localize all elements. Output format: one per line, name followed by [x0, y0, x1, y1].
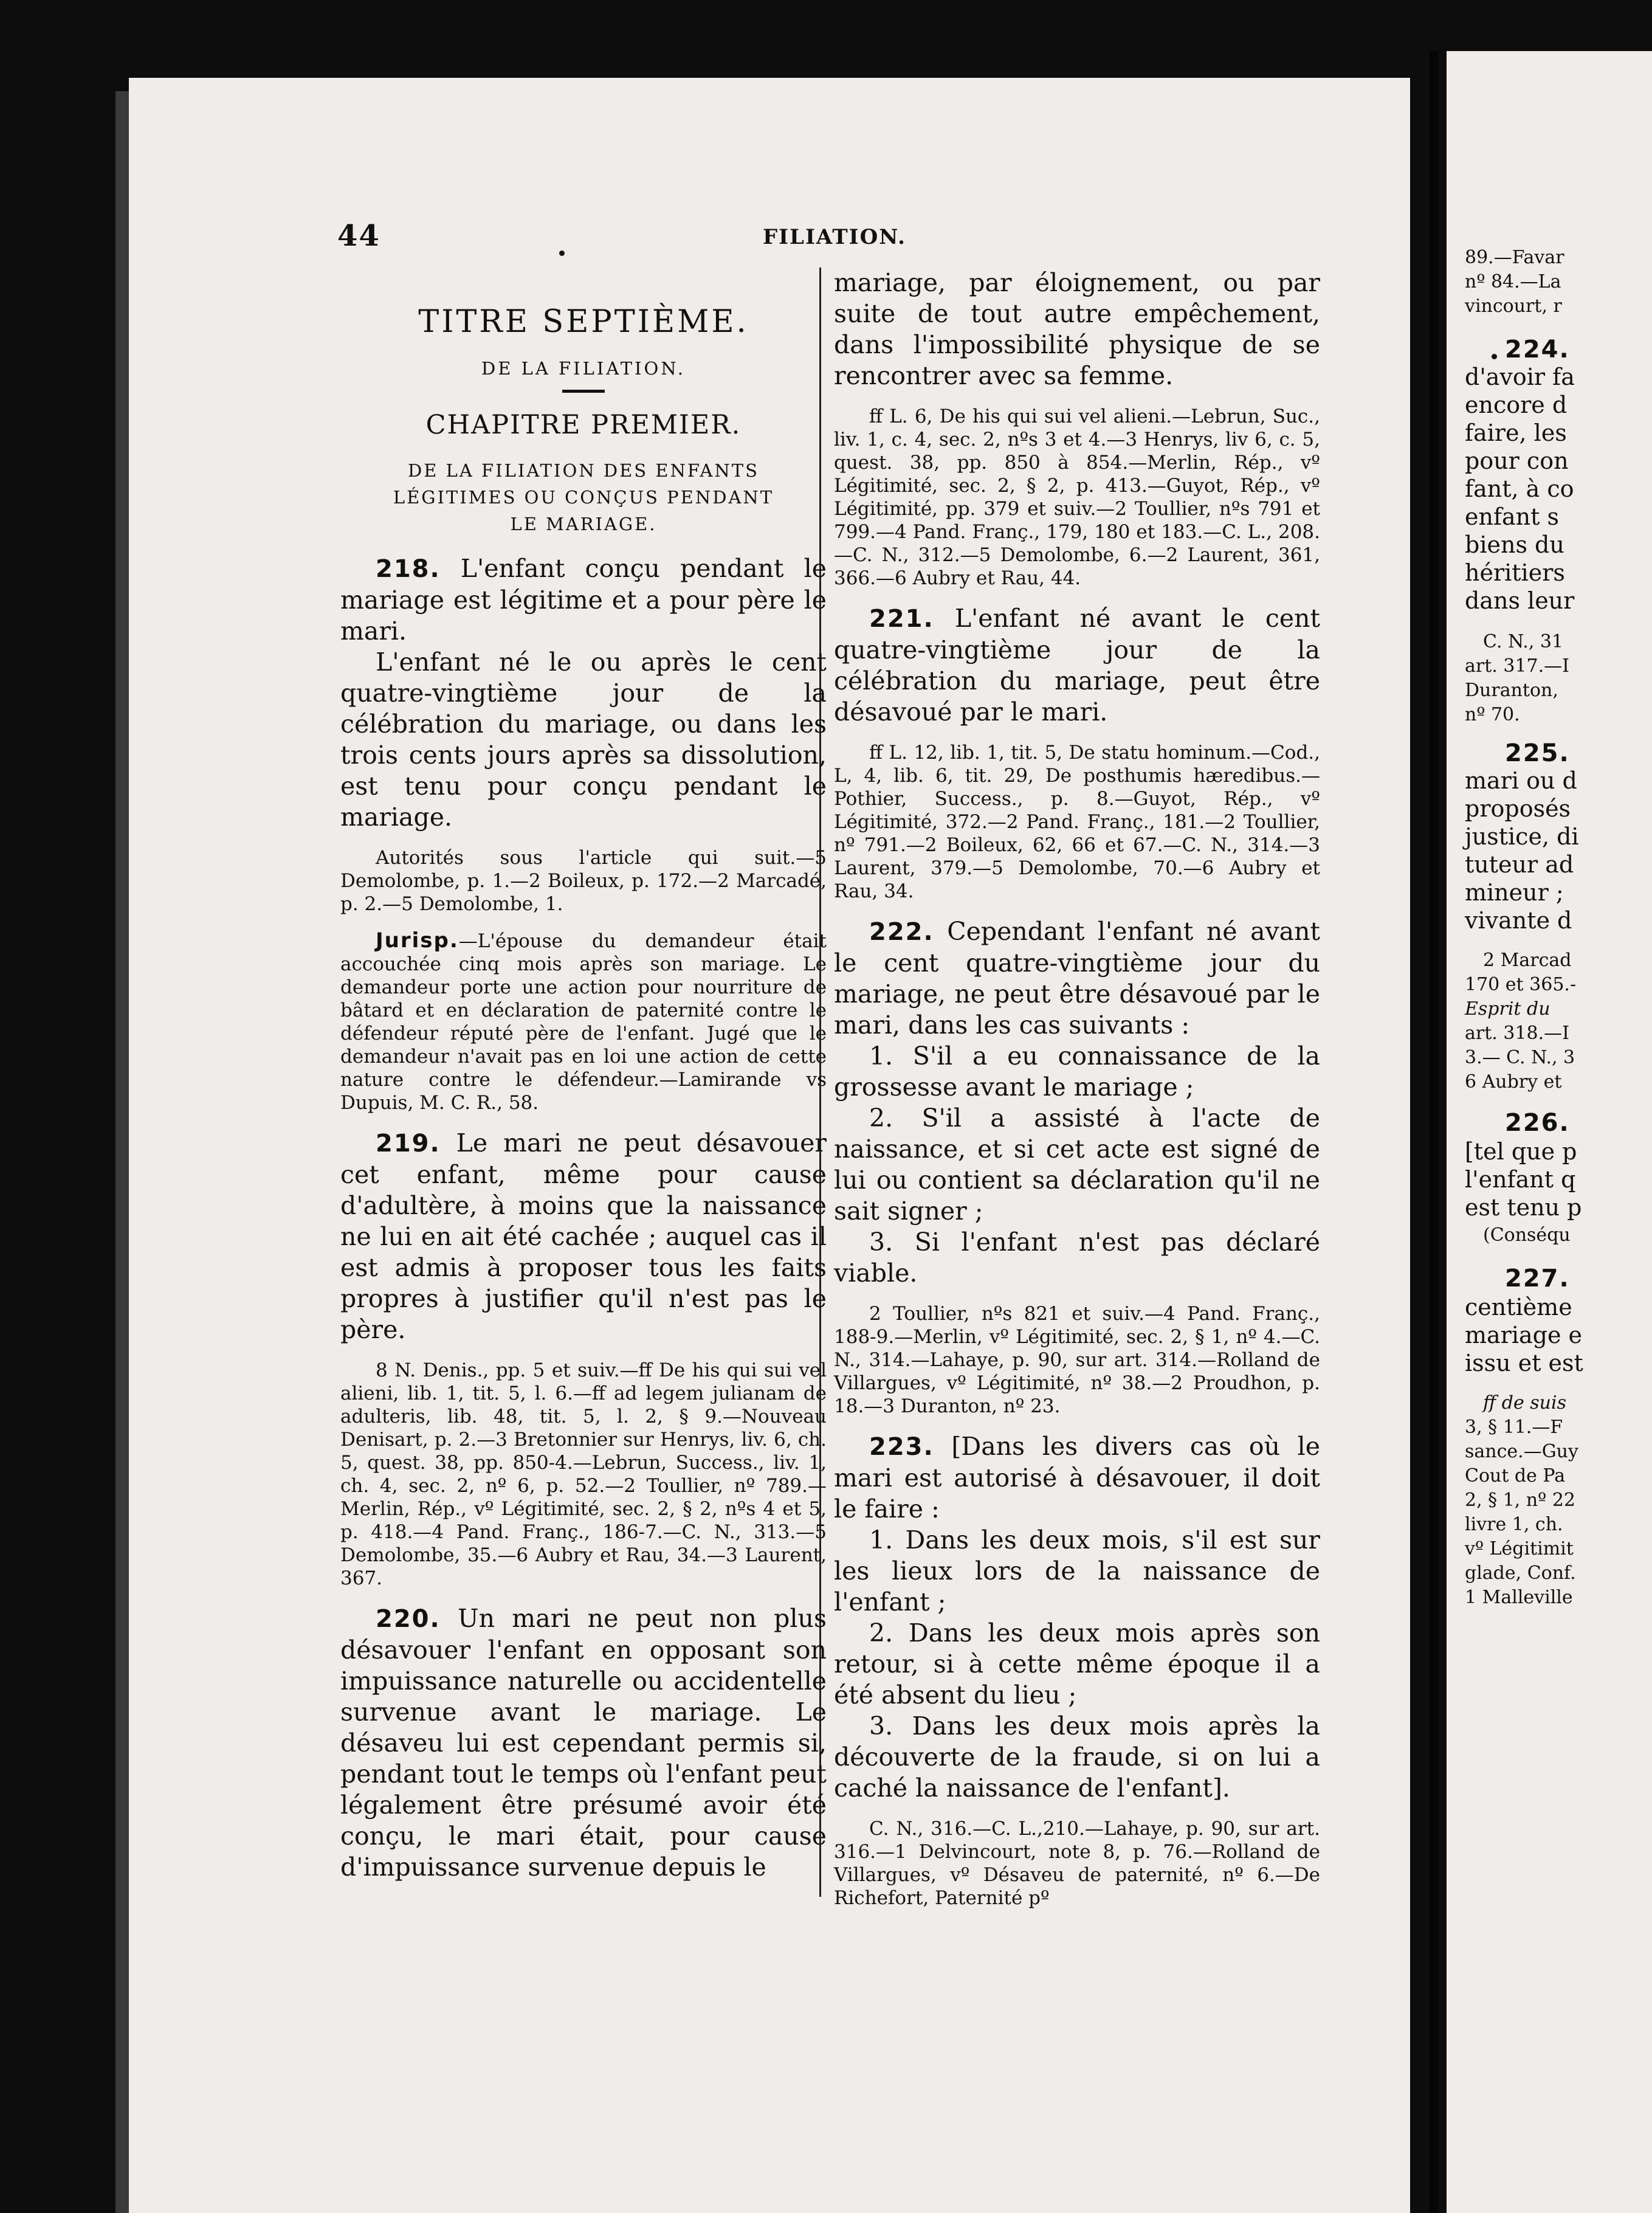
title-septieme: TITRE SEPTIÈME. [418, 304, 749, 340]
article-number: 223. [869, 1433, 934, 1461]
right-line: 2, § 1, nº 22 [1465, 1490, 1575, 1511]
middle-column [834, 268, 1320, 1910]
right-line: 1 Malleville [1465, 1587, 1573, 1608]
right-article-225 [1505, 739, 1570, 767]
right-line: mineur ; [1465, 879, 1564, 906]
article-number: 222. [869, 918, 934, 946]
right-line: Duranton, [1465, 680, 1558, 701]
right-line: nº 84.—La [1465, 271, 1561, 292]
right-article-227 [1505, 1265, 1570, 1293]
article-number: 224. [1505, 336, 1570, 364]
chapter-title: CHAPITRE PREMIER. [425, 410, 742, 440]
article-222-item-2: 2. S'il a assisté à l'acte de naissance, et si cet acte est signé de lui ou contient sa déclaration qu'il ne sait signer ; [834, 1103, 1320, 1226]
right-page-text [1447, 51, 1652, 2213]
jurisprudence-text: —L'épouse du demandeur était accouchée cinq mois après son mariage. Le demandeur porte une action pour nourriture de bâtard et en déclaration de paternité contre le défendeur réputé père de l'enfant. Jugé que le demandeur n'avait pas en loi une action de cette nature contre le défendeur.—Lamirande vs Dupuis, M. C. R., 58. [340, 930, 827, 1114]
article-number: 227. [1505, 1265, 1570, 1293]
article-218-references: Autorités sous l'article qui suit.—5 Demolombe, p. 1.—2 Boileux, p. 172.—2 Marcadé, p. 2.—5 Demolombe, 1. [340, 847, 827, 915]
article-222-item-1: 1. S'il a eu connaissance de la grossesse avant le mariage ; [834, 1041, 1320, 1102]
right-line: vincourt, r [1465, 295, 1562, 317]
right-line: ff de suis [1483, 1392, 1566, 1414]
article-223-references: C. N., 316.—C. L.,210.—Lahaye, p. 90, sur art. 316.—1 Delvincourt, note 8, p. 76.—Rolland de Villargues, vº Désaveu de paternité, nº 6.—De Richefort, Paternité pº [834, 1818, 1320, 1909]
right-line: pour con [1465, 447, 1569, 474]
article-text: L'enfant conçu pendant le mariage est légitime et a pour père le mari. [340, 554, 827, 646]
article-220 [340, 1603, 827, 1883]
article-text: Le mari ne peut désavouer cet enfant, même pour cause d'adultère, à moins que la naissance ne lui en ait été cachée ; auquel cas il est admis à proposer tous les faits propres à justifier qu'il n'est pas le père. [340, 1128, 827, 1344]
right-line: l'enfant q [1465, 1166, 1576, 1193]
article-220-references: ff L. 6, De his qui sui vel alieni.—Lebrun, Suc., liv. 1, c. 4, sec. 2, nºs 3 et 4.—3 Henrys, liv 6, c. 5, quest. 38, pp. 850 à 854.—Merlin, Rép., vº Légitimité, sec. 2, § 2, p. 413.—Guyot, Rép., vº Légitimité, pp. 379 et suiv.—2 Toullier, nºs 791 et 799.—4 Pand. Franç., 179, 180 et 183.—C. L., 208.—C. N., 312.—5 Demolombe, 6.—2 Laurent, 361, 366.—6 Aubry et Rau, 44. [834, 406, 1320, 589]
right-line: d'avoir fa [1465, 364, 1575, 390]
right-line: enfant s [1465, 503, 1560, 530]
article-text: [Dans les divers cas où le mari est autorisé à désavouer, il doit le faire : [834, 1432, 1320, 1524]
article-number: 219. [376, 1130, 441, 1158]
right-line: Cout de Pa [1465, 1465, 1566, 1486]
article-219 [340, 1128, 827, 1345]
right-line: C. N., 31 [1483, 631, 1564, 652]
right-line: héritiers [1465, 559, 1565, 586]
right-line: nº 70. [1465, 704, 1520, 725]
right-line: faire, les [1465, 419, 1567, 446]
running-title: FILIATION. [763, 225, 906, 249]
right-line: [tel que p [1465, 1138, 1577, 1165]
article-222-references: 2 Toullier, nºs 821 et suiv.—4 Pand. Franç., 188-9.—Merlin, vº Légitimité, sec. 2, § 1, nº 4.—C. N., 314.—Lahaye, p. 90, sur art. 314.—Rolland de Villargues, vº Légitimité, nº 38.—2 Proudhon, p. 18.—3 Duranton, nº 23. [834, 1303, 1320, 1417]
right-line: 6 Aubry et [1465, 1071, 1562, 1093]
right-line: mari ou d [1465, 767, 1577, 794]
article-text: Cependant l'enfant né avant le cent quatre-vingtième jour du mariage, ne peut être désavoué par le mari, dans les cas suivants : [834, 917, 1320, 1040]
right-line: vº Légitimit [1465, 1538, 1574, 1559]
right-line: 3.— C. N., 3 [1465, 1047, 1575, 1068]
right-line: justice, di [1465, 823, 1579, 850]
print-speck [559, 250, 565, 256]
right-line: art. 318.—I [1465, 1023, 1570, 1044]
right-line: est tenu p [1465, 1194, 1582, 1221]
right-line: livre 1, ch. [1465, 1514, 1563, 1535]
article-220-continued: mariage, par éloignement, ou par suite de tout autre empêchement, dans l'impossibilité physique de se rencontrer avec sa femme. [834, 268, 1320, 390]
right-line: 89.—Favar [1465, 247, 1564, 268]
article-number: 225. [1505, 739, 1570, 767]
left-column [340, 292, 827, 1883]
right-line: issu et est [1465, 1350, 1583, 1376]
title-rule [562, 390, 605, 393]
chapter-subtitle: DE LA FILIATION DES ENFANTS LÉGITIMES OU CONÇUS PENDANT LE MARIAGE. [393, 460, 774, 534]
right-line: vivante d [1465, 907, 1572, 934]
right-line: fant, à co [1465, 475, 1574, 502]
jurisprudence-note [340, 929, 827, 1114]
right-line: dans leur [1465, 587, 1575, 614]
article-222-item-3: 3. Si l'enfant n'est pas déclaré viable. [834, 1227, 1320, 1288]
right-line: sance.—Guy [1465, 1441, 1578, 1462]
article-221 [834, 603, 1320, 728]
right-line: encore d [1465, 392, 1568, 418]
right-line: art. 317.—I [1465, 655, 1570, 677]
page-edge-shadow [115, 91, 129, 2213]
title-de-la-filiation: DE LA FILIATION. [481, 358, 686, 379]
right-line: proposés [1465, 795, 1571, 822]
article-222 [834, 916, 1320, 1041]
book-gutter [1430, 51, 1438, 2213]
right-line: (Conséqu [1483, 1224, 1571, 1246]
right-line: Esprit du [1465, 998, 1550, 1020]
article-218 [340, 553, 827, 647]
right-line: mariage e [1465, 1322, 1583, 1348]
right-line: biens du [1465, 531, 1564, 558]
article-218-para2: L'enfant né le ou après le cent quatre-vingtième jour de la célébration du mariage, ou dans les trois cents jours après sa dissolution, est tenu pour conçu pendant le mariage. [340, 647, 827, 832]
article-number: 220. [376, 1605, 441, 1633]
right-line: 2 Marcad [1483, 950, 1572, 971]
page-number: 44 [337, 219, 380, 253]
right-line: glade, Conf. [1465, 1562, 1576, 1584]
article-text: Un mari ne peut non plus désavouer l'enfant en opposant son impuissance naturelle ou accidentelle survenue avant le mariage. Le désaveu lui est cependant permis si, pendant tout le temps où l'enfant peut légalement être présumé avoir été conçu, le mari était, pour cause d'impuissance survenue depuis le [340, 1604, 827, 1882]
article-223-item-2: 2. Dans les deux mois après son retour, si à cette même époque il a été absent du lieu ; [834, 1618, 1320, 1710]
right-article-226 [1505, 1109, 1570, 1137]
article-number: 226. [1505, 1109, 1570, 1137]
right-line: centième [1465, 1294, 1572, 1321]
right-line: tuteur ad [1465, 851, 1574, 878]
article-text: L'enfant né avant le cent quatre-vingtième jour de la célébration du mariage, peut être désavoué par le mari. [834, 604, 1320, 727]
article-223-item-1: 1. Dans les deux mois, s'il est sur les lieux lors de la naissance de l'enfant ; [834, 1525, 1320, 1617]
article-221-references: ff L. 12, lib. 1, tit. 5, De statu hominum.—Cod., L, 4, lib. 6, tit. 29, De posthumis hæredibus.—Pothier, Success., p. 8.—Guyot, Rép., vº Légitimité, 372.—2 Pand. Franç., 181.—2 Toullier, nº 791.—2 Boileux, 62, 66 et 67.—C. N., 314.—3 Laurent, 379.—5 Demolombe, 70.—6 Aubry et Rau, 34. [834, 742, 1320, 902]
article-223-item-3: 3. Dans les deux mois après la découverte de la fraude, si on lui a caché la naissance de l'enfant]. [834, 1711, 1320, 1803]
article-number: 218. [376, 555, 441, 583]
right-article-224 [1505, 336, 1570, 364]
article-223 [834, 1431, 1320, 1525]
right-line: 170 et 365.- [1465, 974, 1577, 995]
right-line: 3, § 11.—F [1465, 1417, 1563, 1438]
article-number: 221. [869, 605, 934, 633]
jurisprudence-label: Jurisp. [376, 928, 459, 953]
article-219-references: 8 N. Denis., pp. 5 et suiv.—ff De his qui sui vel alieni, lib. 1, tit. 5, l. 6.—ff ad legem julianam de adulteris, lib. 48, tit. 5, l. 2, § 9.—Nouveau Denisart, p. 2.—3 Bretonnier sur Henrys, liv. 6, ch. 5, quest. 38, pp. 850-4.—Lebrun, Success., liv. 1, ch. 4, sec. 2, nº 6, p. 52.—2 Toullier, nº 789.—Merlin, Rép., vº Légitimité, sec. 2, § 2, nºs 4 et 5, p. 418.—4 Pand. Franç., 186-7.—C. N., 313.—5 Demolombe, 35.—6 Aubry et Rau, 34.—3 Laurent, 367. [340, 1359, 827, 1589]
